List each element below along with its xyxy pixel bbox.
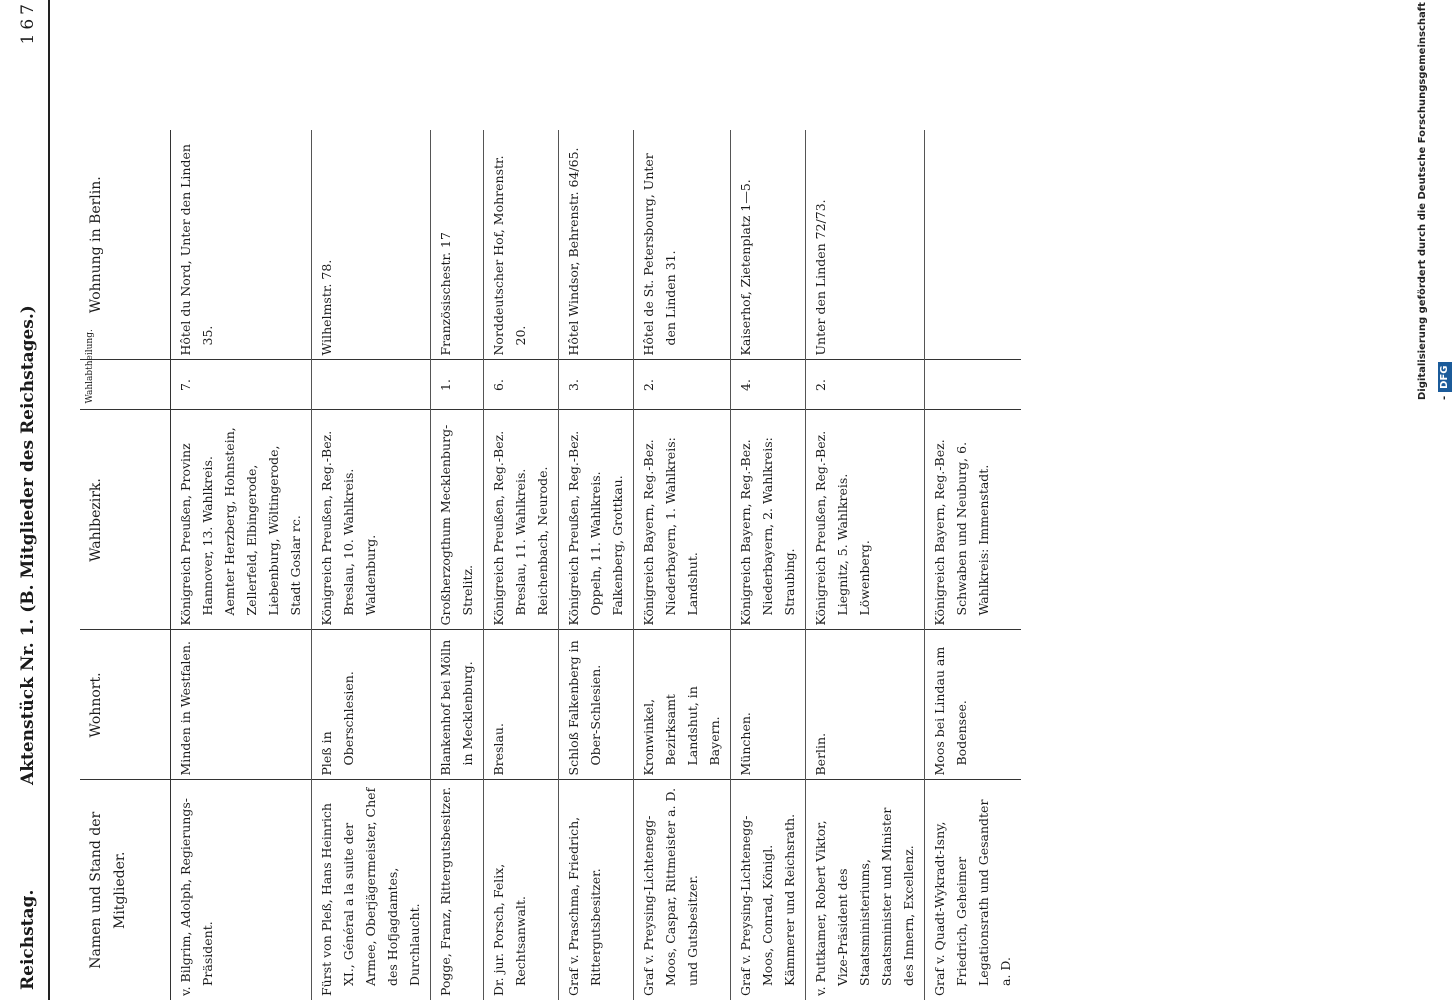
members-table: [80, 130, 1021, 1000]
cell-bezirk: Königreich Preußen, Reg.-Bez. Oppeln, 11. Wahlkreis. Falkenberg, Grottkau.: [559, 410, 634, 630]
table-row: [312, 130, 431, 1000]
table-row: [731, 130, 806, 1000]
cell-name: Dr. jur. Porsch, Felix, Rechtsanwalt.: [484, 780, 559, 1000]
col-header-bezirk: Wahlbezirk.: [80, 410, 171, 630]
col-header-name: Namen und Stand der Mitglieder.: [80, 780, 171, 1000]
cell-name: v. Bilgrim, Adolph, Regierungs-Präsident.: [171, 780, 312, 1000]
cell-wohnung: Unter den Linden 72/73.: [806, 130, 925, 360]
table-row: [925, 130, 1022, 1000]
table-row: [634, 130, 731, 1000]
cell-wohnung: Französischestr. 17: [431, 130, 484, 360]
cell-wohnung: Norddeutscher Hof, Mohrenstr. 20.: [484, 130, 559, 360]
cell-wohnort: München.: [731, 630, 806, 780]
cell-name: Graf v. Preysing-Lichtenegg-Moos, Caspar, Rittmeister a. D. und Gutsbesitzer.: [634, 780, 731, 1000]
cell-wohnort: Pleß in Oberschlesien.: [312, 630, 431, 780]
cell-wohnung: Hôtel Windsor, Behrenstr. 64/65.: [559, 130, 634, 360]
cell-abt: [925, 360, 1022, 410]
col-header-abt: Wahlabtheilung.: [80, 360, 171, 410]
cell-wohnort: Blankenhof bei Mölln in Mecklenburg.: [431, 630, 484, 780]
cell-name: Pogge, Franz, Rittergutsbesitzer.: [431, 780, 484, 1000]
page-header: [6, 0, 46, 1000]
cell-name: v. Puttkamer, Robert Viktor, Vize-Präsident des Staatsministeriums, Staatsminister und Minister des Innern, Excellenz.: [806, 780, 925, 1000]
header-center: Aktenstück Nr. 1. (B. Mitglieder des Reichstages.): [18, 305, 38, 785]
stamp-text: Digitalisierung gefördert durch die Deutsche Forschungsgemeinschaft -: [1417, 2, 1450, 400]
cell-wohnung: Wilhelmstr. 78.: [312, 130, 431, 360]
cell-abt: 7.: [171, 360, 312, 410]
cell-bezirk: Großherzogthum Mecklenburg-Strelitz.: [431, 410, 484, 630]
table-row: [171, 130, 312, 1000]
cell-abt: 2.: [806, 360, 925, 410]
cell-name: Graf v. Quadt-Wykradt-Isny, Friedrich, Geheimer Legationsrath und Gesandter a. D.: [925, 780, 1022, 1000]
dfg-logo: DFG: [1438, 363, 1452, 392]
cell-name: Fürst von Pleß, Hans Heinrich XI., Général a la suite der Armee, Oberjägermeister, Chef des Hofjagdamtes, Durchlaucht.: [312, 780, 431, 1000]
cell-wohnung: Hôtel du Nord, Unter den Linden 35.: [171, 130, 312, 360]
cell-wohnung: [925, 130, 1022, 360]
cell-abt: 1.: [431, 360, 484, 410]
header-left: Reichstag.: [18, 889, 38, 990]
cell-bezirk: Königreich Bayern, Reg.-Bez. Schwaben und Neuburg, 6. Wahlkreis: Immenstadt.: [925, 410, 1022, 630]
cell-wohnung: Kaiserhof, Zietenplatz 1—5.: [731, 130, 806, 360]
page-number: 167: [18, 0, 38, 45]
header-rule: [48, 0, 50, 1000]
table-row: [431, 130, 484, 1000]
cell-bezirk: Königreich Preußen, Reg.-Bez. Liegnitz, 5. Wahlkreis. Löwenberg.: [806, 410, 925, 630]
cell-bezirk: Königreich Bayern, Reg.-Bez. Niederbayern, 2. Wahlkreis: Straubing.: [731, 410, 806, 630]
cell-name: Graf v. Preysing-Lichtenegg-Moos, Conrad, Königl. Kämmerer und Reichsrath.: [731, 780, 806, 1000]
cell-abt: [312, 360, 431, 410]
cell-abt: 4.: [731, 360, 806, 410]
dfg-stamp: [1412, 0, 1450, 1000]
col-header-wohnung: Wohnung in Berlin.: [80, 130, 171, 360]
cell-wohnort: Kronwinkel, Bezirksamt Landshut, in Bayern.: [634, 630, 731, 780]
cell-bezirk: Königreich Bayern, Reg.-Bez. Niederbayern, 1. Wahlkreis: Landshut.: [634, 410, 731, 630]
table-row: [484, 130, 559, 1000]
cell-wohnort: Minden in Westfalen.: [171, 630, 312, 780]
cell-wohnort: Breslau.: [484, 630, 559, 780]
cell-wohnort: Schloß Falkenberg in Ober-Schlesien.: [559, 630, 634, 780]
cell-abt: 3.: [559, 360, 634, 410]
cell-abt: 6.: [484, 360, 559, 410]
cell-bezirk: Königreich Preußen, Reg.-Bez. Breslau, 11. Wahlkreis. Reichenbach, Neurode.: [484, 410, 559, 630]
cell-wohnort: Berlin.: [806, 630, 925, 780]
cell-wohnort: Moos bei Lindau am Bodensee.: [925, 630, 1022, 780]
table-row: [559, 130, 634, 1000]
col-header-wohnort: Wohnort.: [80, 630, 171, 780]
cell-abt: 2.: [634, 360, 731, 410]
cell-bezirk: Königreich Preußen, Provinz Hannover, 13. Wahlkreis. Aemter Herzberg, Hohnstein, Zellerfeld, Elbingerode, Liebenburg, Wöltingerode, Stadt Goslar rc.: [171, 410, 312, 630]
table-row: [806, 130, 925, 1000]
cell-bezirk: Königreich Preußen, Reg.-Bez. Breslau, 10. Wahlkreis. Waldenburg.: [312, 410, 431, 630]
table-header-row: [80, 130, 171, 1000]
cell-wohnung: Hôtel de St. Petersbourg, Unter den Linden 31.: [634, 130, 731, 360]
cell-name: Graf v. Praschma, Friedrich, Rittergutsbesitzer.: [559, 780, 634, 1000]
